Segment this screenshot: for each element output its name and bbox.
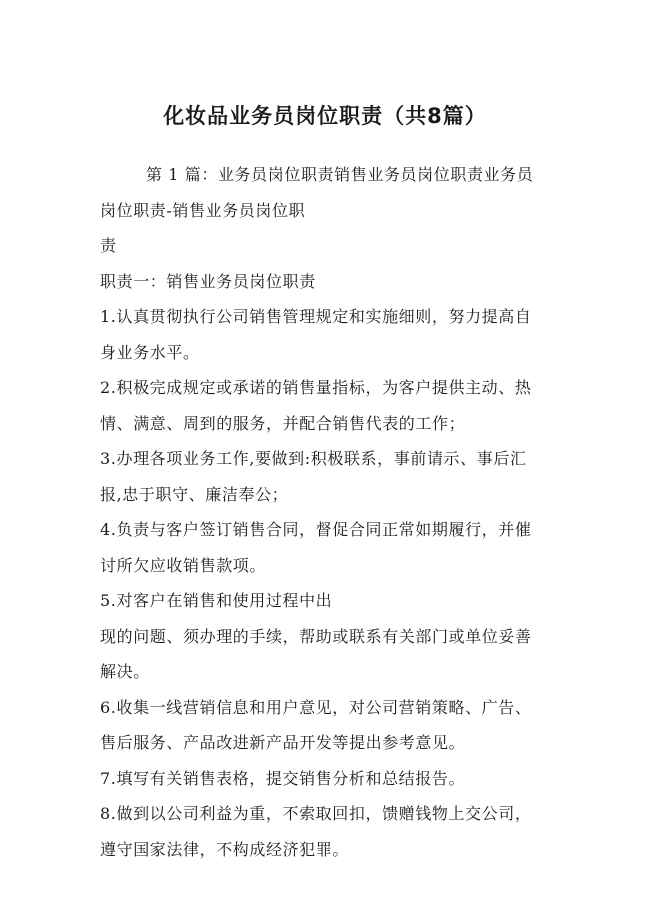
duty-item-3-line-2: 报,忠于职守、廉洁奉公； [100,484,289,504]
duty-item-1-line-2: 身业务水平。 [100,342,200,362]
duty-item-6-line-2: 售后服务、产品改进新产品开发等提出参考意见。 [100,733,466,752]
duty-item-5-line-2: 现的问题、须办理的手续，帮助或联系有关部门或单位妥善 [100,626,532,646]
duty-item-8-line-1: 8.做到以公司利益为重，不索取回扣，馈赠钱物上交公司， [100,804,532,823]
duty-item-7-line-1: 7.填写有关销售表格，提交销售分析和总结报告。 [100,768,466,788]
paragraph-line-intro-1: 第 1 篇：业务员岗位职责销售业务员岗位职责业务员 [146,165,534,184]
duty-item-3-line-1: 3.办理各项业务工作,要做到:积极联系，事前请示、事后汇 [100,449,527,468]
duty-item-4-line-2: 讨所欠应收销售款项。 [100,555,267,575]
paragraph-line-intro-2: 岗位职责-销售业务员岗位职 [100,200,306,220]
duty-item-5-line-1: 5.对客户在销售和使用过程中出 [100,591,333,610]
duty-item-8-line-2: 遵守国家法律，不构成经济犯罪。 [100,839,350,859]
duty-item-5-line-3: 解决。 [100,662,150,681]
paragraph-line-intro-3: 责 [100,236,117,255]
section-heading: 职责一：销售业务员岗位职责 [100,271,316,291]
duty-item-4-line-1: 4.负责与客户签订销售合同，督促合同正常如期履行，并催 [100,520,532,539]
duty-item-6-line-1: 6.收集一线营销信息和用户意见，对公司营销策略、广告、 [100,697,532,717]
document-title: 化妆品业务员岗位职责（共8篇） [163,104,487,128]
duty-item-1-line-1: 1.认真贯彻执行公司销售管理规定和实施细则，努力提高自 [100,307,532,326]
duty-item-2-line-2: 情、满意、周到的服务，并配合销售代表的工作； [100,413,466,433]
duty-item-2-line-1: 2.积极完成规定或承诺的销售量指标，为客户提供主动、热 [100,378,532,397]
document-body [100,157,556,867]
